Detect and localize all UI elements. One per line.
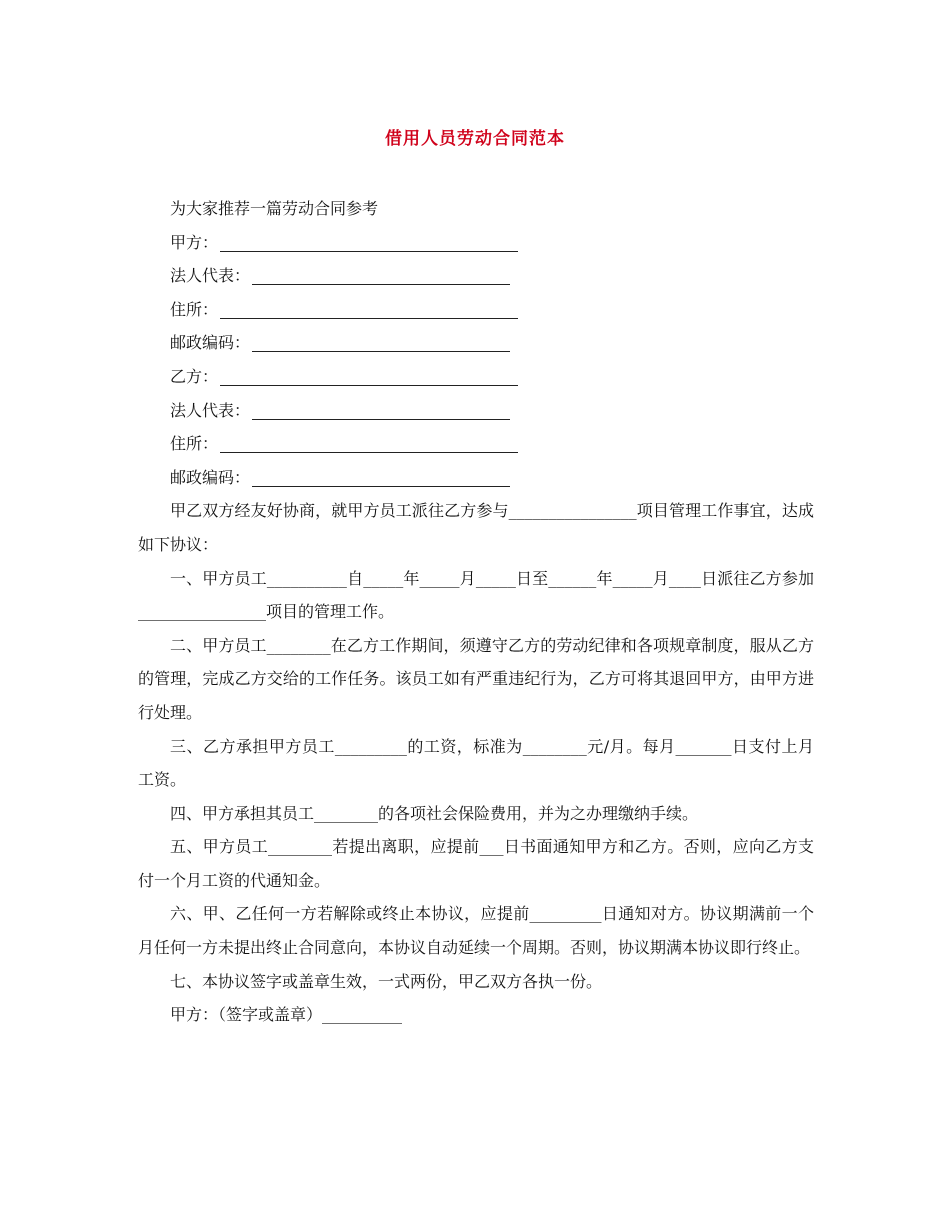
party-a-address-label: 住所： (170, 299, 219, 319)
clause-4: 四、甲方承担其员工________的各项社会保险费用，并为之办理缴纳手续。 (170, 803, 699, 823)
document-body (138, 192, 814, 1032)
party-b-address-label: 住所： (170, 434, 219, 454)
party-a-rep-blank (252, 283, 510, 285)
clause-5: 五、甲方员工________若提出离职，应提前___日书面通知甲方和乙方。否则，应向乙方支付一个月工资的代通知金。 (138, 837, 814, 890)
party-b-address-field (138, 427, 814, 461)
clause-7: 七、本协议签字或盖章生效，一式两份，甲乙双方各执一份。 (170, 971, 603, 991)
party-a-rep-field (138, 259, 814, 293)
clause-6: 六、甲、乙任何一方若解除或终止本协议，应提前_________日通知对方。协议期满前一个月任何一方未提出终止合同意向，本协议自动延续一个周期。否则，协议期满本协议即行终止。 (138, 904, 814, 958)
intro-text: 为大家推荐一篇劳动合同参考 (170, 199, 379, 218)
clause-3: 三、乙方承担甲方员工_________的工资，标准为________元/月。每月_______日支付上月工资。 (138, 736, 814, 790)
preamble-paragraph: 甲乙双方经友好协商，就甲方员工派往乙方参与________________项目管理工作事宜，达成如下协议： (138, 501, 814, 554)
party-b-field (138, 360, 814, 394)
party-b-postcode-field (138, 461, 814, 495)
party-a-postcode-field (138, 326, 814, 360)
party-a-address-field (138, 293, 814, 327)
clause-2: 二、甲方员工________在乙方工作期间，须遵守乙方的劳动纪律和各项规章制度，服从乙方的管理，完成乙方交给的工作任务。该员工如有严重违纪行为，乙方可将其退回甲方，由甲方进行处理。 (138, 635, 814, 722)
party-b-label: 乙方： (170, 366, 219, 386)
document-title: 借用人员劳动合同范本 (385, 129, 565, 149)
party-b-rep-field (138, 394, 814, 428)
signature-line: 甲方：（签字或盖章）__________ (170, 1005, 403, 1025)
party-b-address-blank (220, 451, 518, 453)
party-a-postcode-label: 邮政编码： (170, 333, 251, 353)
party-b-postcode-blank (252, 485, 510, 487)
party-a-field (138, 226, 814, 260)
party-b-blank (220, 384, 518, 386)
party-b-rep-blank (252, 418, 510, 420)
party-a-postcode-blank (252, 350, 510, 352)
party-a-rep-label: 法人代表： (170, 266, 251, 286)
party-a-label: 甲方： (170, 232, 219, 252)
party-a-blank (220, 250, 518, 252)
party-b-rep-label: 法人代表： (170, 400, 251, 420)
party-a-address-blank (220, 317, 518, 319)
party-b-postcode-label: 邮政编码： (170, 467, 251, 487)
clause-1: 一、甲方员工__________自_____年_____月_____日至______年_____月____日派往乙方参加________________项目的管理工作。 (138, 568, 814, 622)
